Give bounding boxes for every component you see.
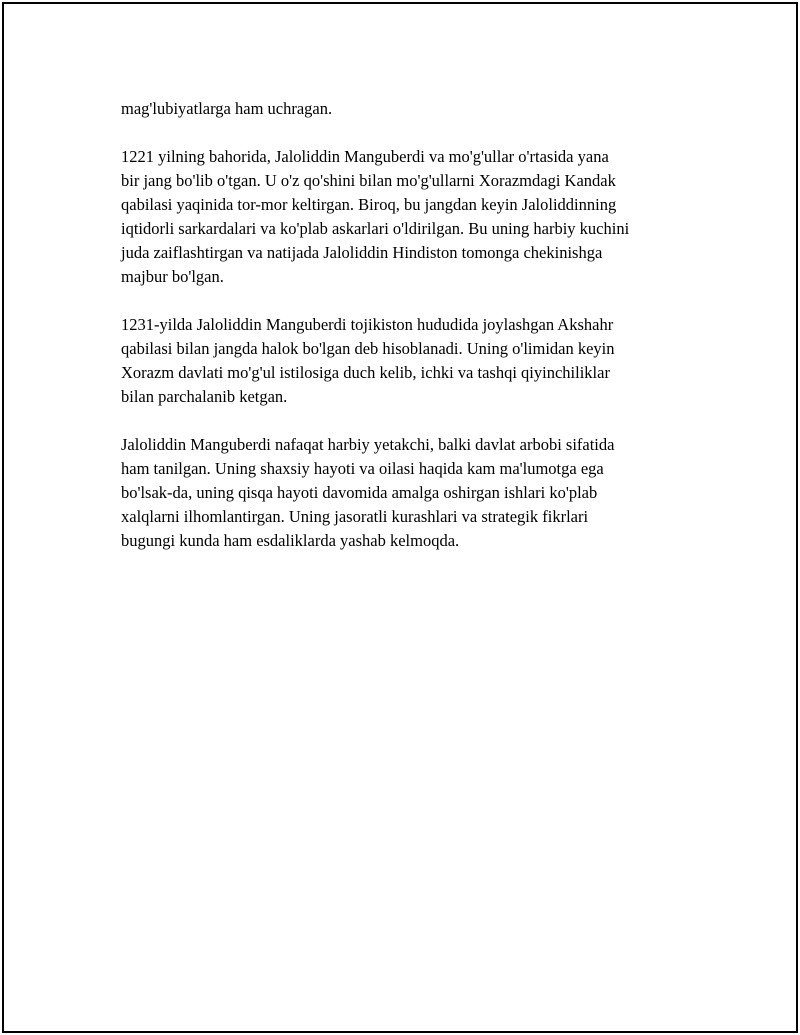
text-line: 1231-yilda Jaloliddin Manguberdi tojikiston hududida joylashgan Akshahr: [121, 315, 614, 334]
text-line: iqtidorli sarkardalari va ko'plab askarlari o'ldirilgan. Bu uning harbiy kuchini: [121, 219, 630, 238]
document-body: [121, 97, 701, 577]
text-line: xalqlarni ilhomlantirgan. Uning jasoratli kurashlari va strategik fikrlari: [121, 507, 589, 526]
text-line: bir jang bo'lib o'tgan. U o'z qo'shini bilan mo'g'ullarni Xorazmdagi Kandak: [121, 171, 616, 190]
paragraph-2: [121, 145, 701, 289]
page-frame: [2, 2, 798, 1033]
text-line: qabilasi bilan jangda halok bo'lgan deb hisoblanadi. Uning o'limidan keyin: [121, 339, 615, 358]
text-line: bo'lsak-da, uning qisqa hayoti davomida amalga oshirgan ishlari ko'plab: [121, 483, 598, 502]
text-line: Xorazm davlati mo'g'ul istilosiga duch kelib, ichki va tashqi qiyinchiliklar: [121, 363, 610, 382]
paragraph-4: [121, 433, 701, 553]
paragraph-1: [121, 97, 701, 121]
text-line: qabilasi yaqinida tor-mor keltirgan. Biroq, bu jangdan keyin Jaloliddinning: [121, 195, 617, 214]
text-line: bugungi kunda ham esdaliklarda yashab kelmoqda.: [121, 531, 460, 550]
text-line: majbur bo'lgan.: [121, 267, 224, 286]
text-line: ham tanilgan. Uning shaxsiy hayoti va oilasi haqida kam ma'lumotga ega: [121, 459, 604, 478]
paragraph-3: [121, 313, 701, 409]
text-line: juda zaiflashtirgan va natijada Jaloliddin Hindiston tomonga chekinishga: [121, 243, 603, 262]
text-line: Jaloliddin Manguberdi nafaqat harbiy yetakchi, balki davlat arbobi sifatida: [121, 435, 615, 454]
text-line: mag'lubiyatlarga ham uchragan.: [121, 99, 333, 118]
text-line: bilan parchalanib ketgan.: [121, 387, 288, 406]
text-line: 1221 yilning bahorida, Jaloliddin Manguberdi va mo'g'ullar o'rtasida yana: [121, 147, 609, 166]
